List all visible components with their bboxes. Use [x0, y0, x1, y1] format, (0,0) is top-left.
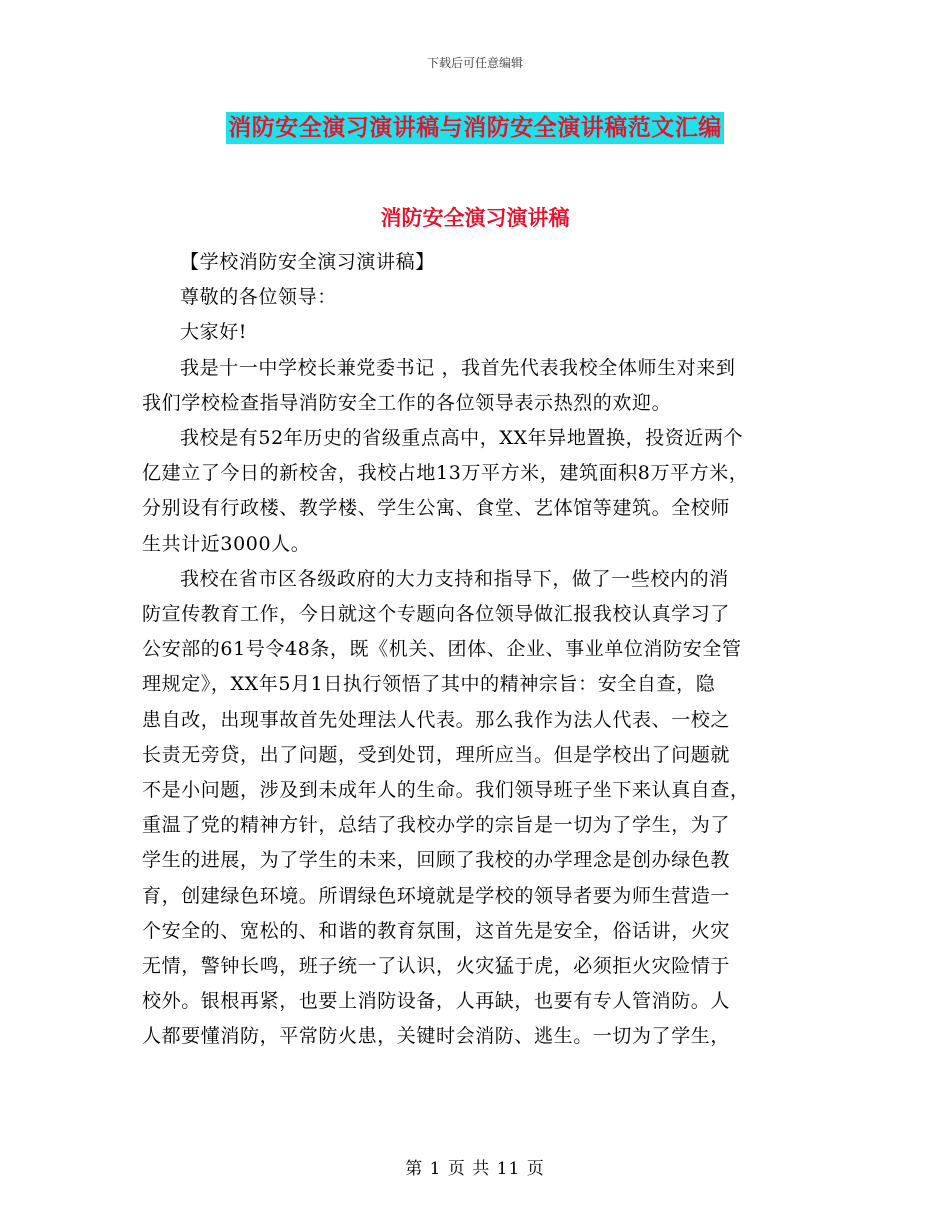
document-body: [142, 245, 810, 1055]
paragraph: 我是十一中学校长兼党委书记 ，我首先代表我校全体师生对来到 我们学校检查指导消防安全工作的各位领导表示热烈的欢迎。: [142, 356, 736, 414]
page-number: 第 1 页 共 11 页: [405, 1159, 545, 1179]
paragraph: 【学校消防安全演习演讲稿】: [180, 251, 435, 273]
paragraph: 我校在省市区各级政府的大力支持和指导下，做了一些校内的消 防宣传教育工作，今日就这个专题向各位领导做汇报我校认真学习了 公安部的61号令48条，既《机关、团体、企业、事业单位消防安全管 理规定》，XX年5月1日执行领悟了其中的精神宗旨：安全自查，隐 患自改，出现事故首先处理法人代表。那么我作为法人代表、一校之 长责无旁贷，出了问题，受到处罚，理所应当。但是学校出了问题就 不是小问题，涉及到未成年人的生命。我们领导班子坐下来认真自查， 重温了党的精神方针，总结了我校办学的宗旨是一切为了学生，为了 学生的进展，为了学生的未来，回顾了我校的办学理念是创办绿色教 育，创建绿色环境。所谓绿色环境就是学校的领导者要为师生营造一 个安全的、宽松的、和谐的教育氛围，这首先是安全，俗话讲，火灾 无情，警钟长鸣，班子统一了认识，火灾猛于虎，必须拒火灾险情于 校外。银根再紧，也要上消防设备，人再缺，也要有专人管消防。人 人都要懂消防，平常防火患，关键时会消防、逃生。一切为了学生，: [142, 567, 750, 1048]
main-title: 消防安全演习演讲稿与消防安全演讲稿范文汇编: [226, 112, 724, 144]
page-header-note: 下载后可任意编辑: [426, 56, 523, 70]
main-title-container: [0, 112, 950, 144]
section-title: 消防安全演习演讲稿: [380, 205, 570, 230]
paragraph: 大家好!: [180, 321, 248, 344]
paragraph: 尊敬的各位领导：: [180, 286, 337, 309]
paragraph: 我校是有52年历史的省级重点高中，XX年异地置换，投资近两个 亿建立了今日的新校舍，我校占地13万平方米，建筑面积8万平方米， 分别设有行政楼、教学楼、学生公寓、食堂、艺体馆等建筑。全校师 生共计近3000人。: [142, 427, 749, 555]
